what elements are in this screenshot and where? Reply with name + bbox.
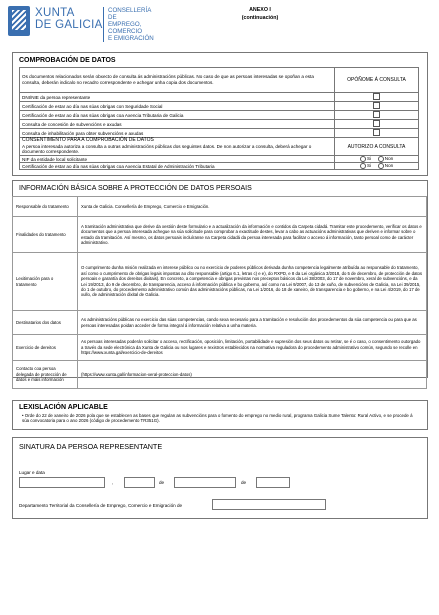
comprobacion-table: Os documentos relacionados serán obxecto de consulta ás administracións públicas. No caso de que as persoas interesadas se opoñan a esta consulta, deberán indicalo no recadro correspondente e achegar unha copia dos documentos. OPÓÑOME Á CONSULTA DNI/NIE da persoa representante Certificación de estar ao día nas súas obrigas con Seguridade Social Certificación de estar ao día nas súas obrigas coa Axencia Tributaria de Galicia Consulta de concesión de subvencións e axudas Consulta de inhabilitación para obter subvencións e axudas CONSENTIMENTO PARA A COMPROBACIÓN DE DATOS A persoa interesada autoriza a consulta a outras administracións públicas dos seguintes datos. De non autorizar a consulta, deberá achegar o documento correspondente. AUTORIZO A CONSULTA NIF da entidade local solicitante Si Non Certificación de estar ao día nas súas obrigas coa Axencia Estatal de Administración Tributaria Si Non bbox=[19, 67, 419, 170]
info-label: Responsable do tratamento bbox=[13, 197, 78, 217]
consentimento-block bbox=[20, 138, 335, 156]
oponome-checkbox[interactable] bbox=[373, 120, 380, 127]
info-text: (https://www.xunta.gal/informacion-xeral-proteccion-datos) bbox=[78, 361, 427, 389]
info-text: A tramitación administrativa que derive da xestión deste formulario e a actualización da información e contidos da Carpeta cidadá. Tramitar este procedemento, verificar os datos e documentos que a persoa interesada achegue na súa solicitude para comprobar a exactitude destes, levar a cabo as actuacións administrativas que deriven e informar sobre o estado da tramitación. Así mesmo, os datos persoais incluíranse na Carpeta cidadá da persoa interesada para facilitar o acceso á información, tanto persoal como de carácter administrativo. bbox=[78, 217, 427, 253]
consentimento-title: CONSENTIMENTO PARA A COMPROBACIÓN DE DATOS bbox=[22, 137, 154, 144]
info-text: As persoas interesadas poderán solicitar o acceso, rectificación, oposición, limitación, portabilidade e supresión dos seus datos ou retirar, se é o caso, o consentimento outorgado a través da sede electrónica da Xunta de Galicia ou nos lugares e rexistros establecidos na normativa reguladora do procedemento administrativo común, segundo se recolle en https://www.xunta.gal/exercicio-de-dereitos bbox=[78, 335, 427, 361]
info-label: Exercicio de dereitos bbox=[13, 335, 78, 361]
comprobacion-row: Certificación de estar ao día nas súas obrigas con Seguridade Social bbox=[20, 102, 335, 111]
consent-row: NIF da entidade local solicitante bbox=[20, 156, 335, 163]
info-table bbox=[12, 196, 427, 389]
comprobacion-title: COMPROBACIÓN DE DATOS bbox=[19, 57, 116, 64]
logo-xunta-text: XUNTA bbox=[35, 7, 75, 19]
si-radio[interactable] bbox=[360, 163, 366, 169]
consentimento-text: A persoa interesada autoriza a consulta a outras administracións públicas dos seguintes datos. De non autorizar a consulta, deberá achegar o documento correspondente. bbox=[22, 143, 312, 155]
info-label: Contacto coa persoa delegada de protección de datos e máis información bbox=[13, 361, 78, 389]
info-link[interactable]: https://www.xunta.gal/informacion-xeral-proteccion-datos bbox=[82, 371, 191, 377]
info-label: Finalidades do tratamento bbox=[13, 217, 78, 253]
non-radio[interactable] bbox=[378, 156, 384, 162]
year-input[interactable] bbox=[256, 477, 290, 488]
lexislacion-text: Orde do 22 de xaneiro de 2026 pola que se establecen as bases que regulan as subvencións para o fomento do emprego no medio rural, programa Galicia Sume Talento: Rural Activo, e se procede á súa convocatoria para o ano 2026 (código de procedemento TR351G). bbox=[22, 413, 413, 424]
info-label: Destinatarios dos datos bbox=[13, 311, 78, 335]
logo-galicia-text: DE GALICIA bbox=[35, 19, 103, 31]
sinatura-title: SINATURA DA PERSOA REPRESENTANTE bbox=[19, 442, 163, 451]
comprobacion-row: Certificación de estar ao día nas súas obrigas coa Axencia Tributaria de Galicia bbox=[20, 111, 335, 120]
oponome-checkbox[interactable] bbox=[373, 93, 380, 100]
de-label-2: de bbox=[241, 480, 247, 485]
info-text: O cumprimento dunha misión realizada en interese público ou no exercicio de poderes públicos derivada dunha competencia legalmente atribuída ao responsable do tratamento, así como o cumprimento de obrigas legais impostas ao dito responsable (artigo 6.1, letras c) e e), do RXPD, e 8 da Lei orgánica 3/2018, do 5 de decembro, de protección de datos persoais e garantía dos dereitos dixitais). En concreto, a competencia e obrigas previstas nos preceptos básicos da Lei 38/2003, do 17 de novembro, xeral de subvencións, e da Lei 19/2013, do 9 de decembro, de transparencia, acceso á información pública e bo goberno, así como na Lei 9/2007, do 13 de xuño, de subvencións de Galicia, na Lei 39/2015, do 1 de outubro, do procedemento administrativo común das administracións públicas, na Lei 1/2016, do 18 de xaneiro, de transparencia e bo goberno, e na Lei 4/2019, do 17 de xullo, de administración dixital de Galicia. bbox=[78, 253, 427, 311]
comprobacion-row: Consulta de concesión de subvencións e axudas bbox=[20, 120, 335, 129]
info-text: Xunta de Galicia. Consellería de Emprego, Comercio e Emigración. bbox=[78, 197, 427, 217]
departamento-input[interactable] bbox=[212, 499, 326, 510]
day-input[interactable] bbox=[124, 477, 155, 488]
oponome-checkbox[interactable] bbox=[373, 102, 380, 109]
departamento-label: Departamento Territorial da Consellería de Emprego, Comercio e Emigración de bbox=[19, 503, 183, 508]
comprobacion-row: Consulta de inhabilitación para obter subvencións e axudas bbox=[20, 129, 335, 138]
lugar-label: Lugar e data bbox=[19, 470, 45, 475]
comprobacion-row: DNI/NIE da persoa representante bbox=[20, 93, 335, 102]
comprobacion-intro: Os documentos relacionados serán obxecto de consulta ás administracións públicas. No caso de que as persoas interesadas se opoñan a esta consulta, deberán indicalo no recadro correspondente e achegar unha copia dos documentos. bbox=[20, 68, 335, 93]
consent-row: Certificación de estar ao día nas súas obrigas coa Axencia Estatal de Administración Tributaria bbox=[20, 163, 335, 170]
anexo-heading: ANEXO I (continuación) bbox=[241, 7, 279, 21]
oponome-checkbox[interactable] bbox=[373, 129, 380, 136]
lexislacion-item bbox=[22, 413, 418, 424]
xunta-logo bbox=[8, 5, 158, 42]
si-radio[interactable] bbox=[360, 156, 366, 162]
autorizo-header: AUTORIZO A CONSULTA bbox=[335, 138, 419, 156]
lexislacion-title: LEXISLACIÓN APLICABLE bbox=[19, 404, 108, 411]
bullet-icon: • bbox=[22, 413, 24, 418]
info-label: Lexitimación para o tratamento bbox=[13, 253, 78, 311]
comma-separator: , bbox=[112, 480, 114, 485]
de-label-1: de bbox=[159, 480, 165, 485]
lugar-input[interactable] bbox=[19, 477, 105, 488]
oponome-header: OPÓÑOME Á CONSULTA bbox=[335, 68, 419, 93]
month-input[interactable] bbox=[174, 477, 236, 488]
conselleria-name: CONSELLERÍA DE EMPREGO, COMERCIO E EMIGRACIÓN bbox=[103, 7, 158, 42]
non-radio[interactable] bbox=[378, 163, 384, 169]
info-title: INFORMACIÓN BÁSICA SOBRE A PROTECCIÓN DE DATOS PERSOAIS bbox=[19, 185, 252, 192]
oponome-checkbox[interactable] bbox=[373, 111, 380, 118]
galicia-shield-icon bbox=[8, 6, 30, 36]
info-text: As administracións públicas no exercicio das súas competencias, cando sexa necesario para a tramitación e resolución dos procedementos da súa competencia ou para que as persoas interesadas poidan acceder de forma integral á información relativa a unha materia. bbox=[78, 311, 427, 335]
